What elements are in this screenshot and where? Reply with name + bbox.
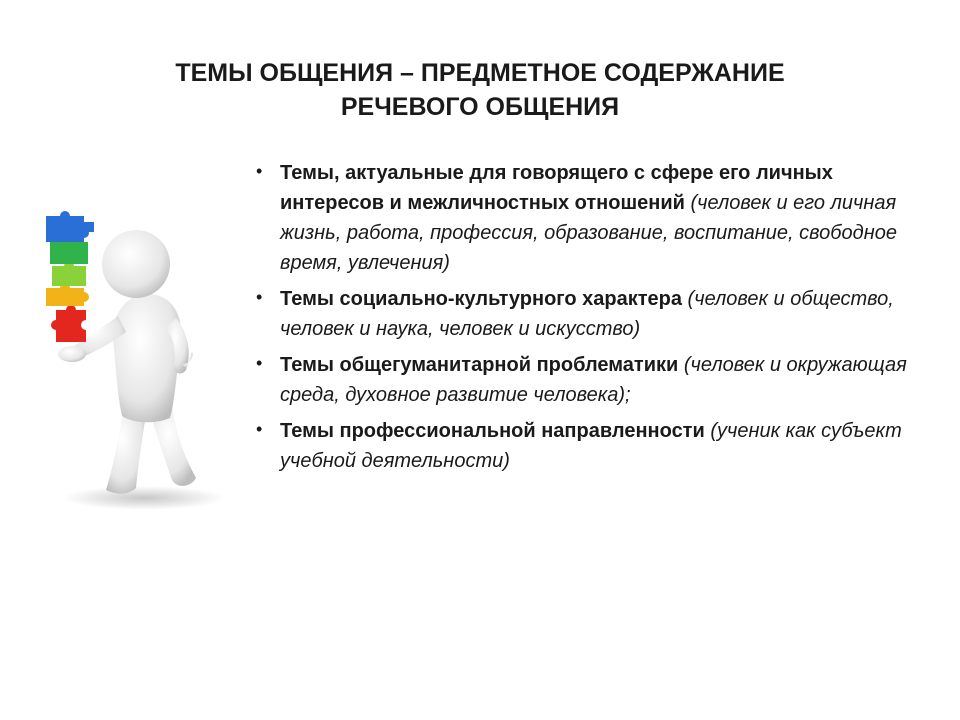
bullet-bold-text: Темы общегуманитарной проблематики: [280, 354, 679, 376]
bullet-italic-text: (человек и его личная жизнь, работа, профессия, образование, воспитание, свободное время, увлечения): [280, 192, 897, 274]
bullet-italic-text: (человек и окружающая среда, духовное развитие человека);: [280, 354, 907, 406]
bullet-marker: •: [256, 353, 263, 373]
title-line-1: ТЕМЫ ОБЩЕНИЯ – ПРЕДМЕТНОЕ СОДЕРЖАНИЕ: [175, 59, 785, 87]
bullet-bold-text: Темы, актуальные для говорящего с сфере его личных интересов и межличностных отношений: [280, 162, 833, 214]
title-line-2: РЕЧЕВОГО ОБЩЕНИЯ: [340, 93, 620, 121]
slide-title: [60, 56, 900, 124]
bullet-text: [280, 350, 916, 410]
bullet-bold-text: Темы профессиональной направленности: [280, 420, 705, 442]
list-item: [256, 350, 916, 410]
person-holding-puzzle-stack-icon: [26, 208, 240, 514]
bullet-marker: •: [256, 287, 263, 307]
bullet-italic-text: (ученик как субъект учебной деятельности): [280, 420, 902, 472]
bullet-list: [256, 158, 916, 482]
bullet-text: [280, 416, 916, 476]
bullet-text: [280, 158, 916, 278]
bullet-marker: •: [256, 419, 263, 439]
bullet-marker: •: [256, 161, 263, 181]
list-item: [256, 416, 916, 476]
list-item: [256, 284, 916, 344]
bullet-text: [280, 284, 916, 344]
bullet-italic-text: (человек и общество, человек и наука, человек и искусство): [280, 288, 894, 340]
bullet-bold-text: Темы социально-культурного характера: [280, 288, 682, 310]
puzzle-stack: [46, 211, 94, 342]
list-item: [256, 158, 916, 278]
